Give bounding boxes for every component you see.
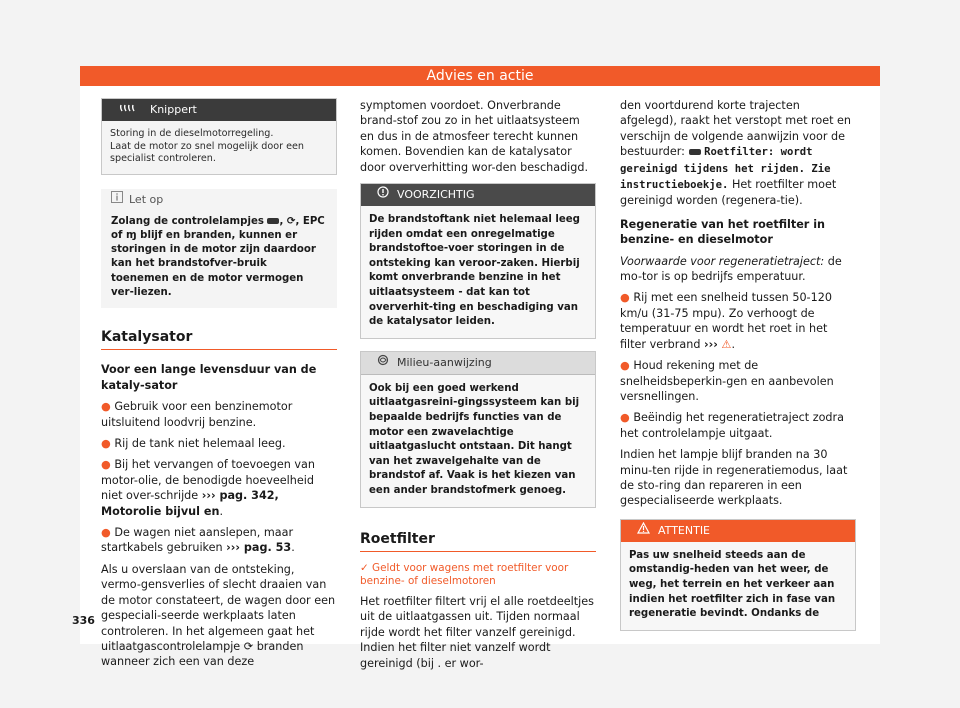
bullet-text: Rij de tank niet helemaal leeg. xyxy=(114,437,286,451)
bullet-dot: ● xyxy=(620,291,630,305)
warning-triangle-icon xyxy=(637,520,650,542)
environment-box xyxy=(360,351,596,508)
paragraph xyxy=(620,98,856,209)
paragraph: Indien het lampje blijf branden na 30 minu-ten rijde in regeneratiemodus, laat de sto-ring dan repareren in een gespecialiseerde werkplaats. xyxy=(620,448,848,508)
environment-body: Ook bij een goed werkend uitlaatgasreini-gingssysteem kan bij bepaalde bedrijfs functies van de motor een zwavelachtige uitlaatgaslucht ontstaan. Dit hangt van het zwavelgehalte van de brandstof af. Vaak is het kiezen van een ander brandstofmerk genoeg. xyxy=(361,375,595,507)
cross-reference-link[interactable]: ››› xyxy=(704,337,718,351)
cross-reference-link[interactable]: ››› pag. 53 xyxy=(226,541,292,555)
caution-box xyxy=(360,183,596,339)
caution-body: De brandstoftank niet helemaal leeg rijden omdat een onregelmatige brandstoftoe-voer storingen in de ontsteking kan veroor-zaken. Hierbij komt onverbrande benzine in het uitlaatsysteem - dat kan tot oververhit-ting en beschadiging van de katalysator leiden. xyxy=(361,206,595,338)
bullet-dot: ● xyxy=(101,526,111,540)
paragraph: symptomen voordoet. Onverbrande brand-stof zou zo in het uitlaatsysteem en dus in de atmosfeer terecht kunnen komen. Bovendien kan de katalysator door oververhitting wor-den beschadigd. xyxy=(360,99,589,174)
page-number: 336 xyxy=(72,614,95,627)
indicator-line-1: Storing in de dieselmotorregeling. xyxy=(110,128,274,139)
glow-plug-icon xyxy=(112,99,142,121)
bullet-text: Bij het vervangen of toevoegen van motor-olie, de benodigde hoeveelheid niet over-schrijde xyxy=(101,458,315,503)
bullet-item xyxy=(101,436,337,451)
condition-label: Voorwaarde voor regeneratietraject: xyxy=(620,254,825,268)
paragraph-text: den voortdurend korte trajecten afgelegd), raakt het verstopt met roet en verschijn de volgende aanwijzin voor de bestuurder: xyxy=(620,99,852,159)
bullet-dot: ● xyxy=(620,359,630,373)
paragraph-text: Als u overslaan van de ontsteking, vermo-gensverlies of slecht draaien van de motor constateert, de wagen door een gespeciali-seerde werkplaats laten controleren. In het algemeen gaat het uitlaatgascontrolelampje xyxy=(101,562,336,653)
column-1 xyxy=(101,98,337,676)
engine-icon xyxy=(689,149,701,155)
note-text-d: of xyxy=(111,229,123,241)
note-header xyxy=(101,189,337,211)
exhaust-icon: ⟳ xyxy=(286,215,296,227)
attention-body: Pas uw snelheid steeds aan de omstandig-heden van het weer, de weg, het terrein en het verkeer aan indien het roetfilter zich in fase van regeneratie bevindt. Ondanks de xyxy=(621,542,855,630)
note-title: Let op xyxy=(129,192,164,206)
subheading: Regeneratie van het roetfilter in benzine- en dieselmotor xyxy=(620,217,825,247)
note-box xyxy=(101,189,337,308)
applicability-note: ✓ Geldt voor wagens met roetfilter voor benzine- of dieselmotoren xyxy=(360,561,569,587)
indicator-box xyxy=(101,98,337,175)
note-text-a: Zolang de controlelampjes xyxy=(111,215,264,227)
epc-icon: EPC xyxy=(302,215,325,227)
section-title-katalysator: Katalysator xyxy=(101,330,337,350)
bullet-text: Beëindig het regeneratietraject zodra het controlelampje uitgaat. xyxy=(620,411,844,440)
attention-header xyxy=(621,520,855,542)
bullet-item: ● Rij met een snelheid tussen 50-120 km/u (31-75 mpu). Zo verhoogt de temperatuur en wordt het roet in het filter verbrand ››› ⚠. xyxy=(620,291,832,351)
bullet-item xyxy=(620,358,856,404)
exhaust-icon: ⟳ xyxy=(243,639,254,653)
attention-box xyxy=(620,519,856,631)
manual-page xyxy=(72,66,880,670)
note-body xyxy=(101,211,337,308)
bullet-item xyxy=(101,399,337,430)
bullet-dot: ● xyxy=(101,437,111,451)
bullet-text: Houd rekening met de snelheidsbeperkin-gen en aanbevolen versnellingen. xyxy=(620,359,834,403)
note-text-b: , xyxy=(279,215,284,227)
glow-plug-icon-small: ɱ xyxy=(125,229,137,241)
condition-text: de mo-tor is op bedrijfs emperatuur. xyxy=(620,254,842,284)
attention-title: ATTENTIE xyxy=(658,523,711,537)
note-text-c: , xyxy=(295,215,300,227)
caution-title: VOORZICHTIG xyxy=(397,188,475,202)
display-message: Roetfilter: wordt gereinigd tijdens het rijden. Zie instructieboekje. xyxy=(620,146,831,192)
section-title-roetfilter: Roetfilter xyxy=(360,532,596,552)
bullet-dot: ● xyxy=(101,400,111,414)
paragraph-end: branden wanneer zich een van deze xyxy=(101,639,304,669)
cross-reference-link[interactable]: ››› pag. 342, Motorolie bijvul en xyxy=(101,489,279,518)
indicator-line-2: Laat de motor zo snel mogelijk door een specialist controleren. xyxy=(110,140,304,165)
bullet-text: Rij met een snelheid tussen 50-120 km/u (31-75 mpu). Zo verhoogt de temperatuur en wordt het roet in het filter verbrand xyxy=(620,291,832,351)
paragraph-end: Het roetfilter moet gereinigd worden (regenera-tie). xyxy=(620,178,837,208)
katalysator-intro: Voor een lange levensduur van de kataly-sator xyxy=(101,363,317,392)
environment-header xyxy=(361,352,595,375)
caution-circle-icon xyxy=(377,184,389,206)
bullet-text: Gebruik voor een benzinemotor uitsluitend loodvrij benzine. xyxy=(101,400,293,429)
indicator-box-body xyxy=(102,121,336,174)
indicator-box-header xyxy=(102,99,336,121)
bullet-item: ● Bij het vervangen of toevoegen van motor-olie, de benodigde hoeveelheid niet over-schrijde ››› pag. 342, Motorolie bijvul en. xyxy=(101,458,315,518)
section-band: Advies en actie xyxy=(80,66,880,86)
bullet-item xyxy=(620,410,856,441)
warning-triangle-icon: ⚠ xyxy=(721,337,732,351)
environment-title: Milieu-aanwijzing xyxy=(397,355,492,369)
bullet-item: ● De wagen niet aanslepen, maar startkabels gebruiken ››› pag. 53. xyxy=(101,526,295,555)
bullet-dot: ● xyxy=(101,458,111,472)
applicability-text: Geldt voor wagens met roetfilter voor benzine- of dieselmotoren xyxy=(360,561,569,587)
caution-header xyxy=(361,184,595,206)
note-text-e: blijf en branden, kunnen er storingen in de motor zijn daardoor kan het brandstofver-bruik toenemen en de motor vermogen ver-liezen. xyxy=(111,229,316,298)
engine-icon xyxy=(267,218,279,224)
bullet-text: De wagen niet aanslepen, maar startkabels gebruiken xyxy=(101,526,294,555)
paragraph xyxy=(101,562,337,670)
condition xyxy=(620,254,856,285)
column-2 xyxy=(360,98,596,677)
column-3 xyxy=(620,98,856,631)
environment-icon xyxy=(377,352,389,374)
indicator-box-title: Knippert xyxy=(150,103,197,116)
info-icon xyxy=(111,189,123,211)
bullet-dot: ● xyxy=(620,411,630,425)
paragraph: Het roetfilter filtert vrij el alle roetdeeltjes uit de uitlaatgassen uit. Tijden normaal rijde wordt het filter vanzelf gereinigd. Indien het filter niet vanzelf wordt gereinigd (bij . er wor- xyxy=(360,594,594,670)
